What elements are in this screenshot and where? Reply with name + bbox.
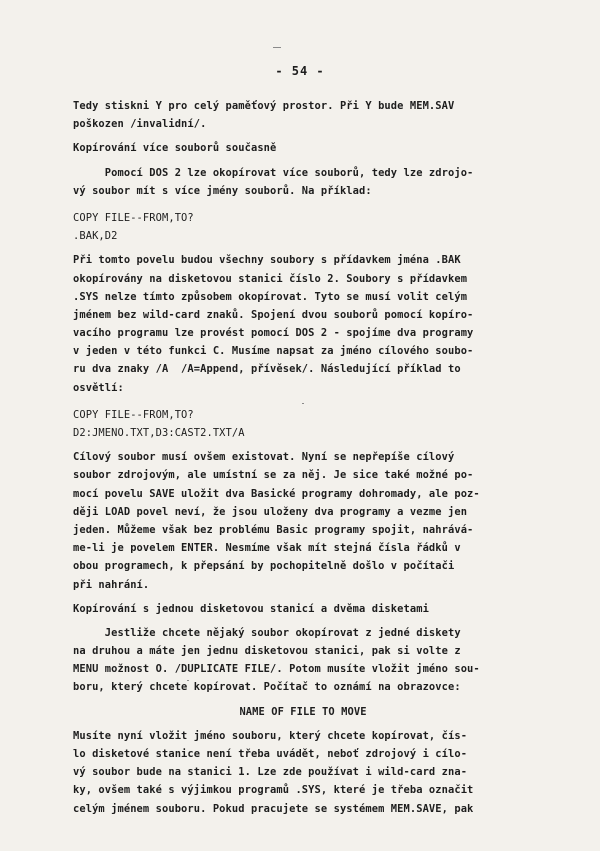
text-line: celým jménem souboru. Pokud pracujete se systémem MEM.SAVE, pak (73, 802, 474, 815)
page-body (73, 97, 533, 818)
code-line: .BAK,D2 (73, 230, 118, 243)
paragraph (73, 624, 533, 697)
scan-speck (273, 47, 281, 48)
text-line: Jestliže chcete nějaký soubor okopírovat z jedné diskety (73, 626, 461, 639)
text-line: Cílový soubor musí ovšem existovat. Nyní se nepřepíše cílový (73, 451, 455, 464)
text-line: na druhou a máte jen jednu disketovou stanici, pak si volte z (73, 645, 461, 658)
section-heading (73, 600, 533, 618)
text-line: mocí povelu SAVE uložit dva Basické programy dohromady, ale poz- (73, 487, 480, 500)
text-line: Musíte nyní vložit jméno souboru, který chcete kopírovat, čís- (73, 729, 468, 742)
text-line: Tedy stiskni Y pro celý paměťový prostor. Při Y bude MEM.SAV (73, 100, 455, 112)
text-line: okopírovány na disketovou stanici číslo 2. Soubory s přídavkem (73, 272, 468, 285)
text-line: vý soubor mít s více jmény souborů. Na příklad: (73, 184, 372, 197)
heading-text: Kopírování více souborů současně (73, 142, 277, 155)
code-line: D2:JMENO.TXT,D3:CAST2.TXT/A (73, 427, 245, 439)
text-line: poškozen /invalidní/. (73, 118, 207, 131)
code-line: COPY FILE--FROM,TO? (73, 211, 194, 224)
text-line: obou programech, k přepsání by pochopitelně došlo v počítači (73, 560, 455, 573)
text-line: Při tomto povelu budou všechny soubory s přídavkem jména .BAK (73, 254, 461, 267)
paragraph (73, 251, 533, 397)
paragraph (73, 164, 533, 200)
text-line: me-li je povelem ENTER. Nesmíme však mít stejná čísla řádků v (73, 542, 461, 555)
paragraph (73, 727, 533, 818)
paragraph (73, 97, 533, 133)
page-number: - 54 - (275, 64, 325, 78)
section-heading (73, 139, 533, 157)
text-line: ději LOAD povel neví, že jsou uloženy dva programy a vezme jen (73, 505, 468, 518)
text-line: v jeden v této funkci C. Musíme napsat za jméno cílového soubo- (73, 345, 474, 358)
code-block (73, 209, 533, 245)
text-line: Pomocí DOS 2 lze okopírovat více souborů, tedy lze zdrojo- (73, 166, 474, 179)
screen-message-text: NAME OF FILE TO MOVE (239, 705, 367, 718)
code-block (73, 406, 533, 442)
screen-message (73, 703, 533, 721)
text-line: jeden. Můžeme však bez problému Basic programy spojit, nahrává- (73, 523, 474, 536)
code-line: COPY FILE--FROM,TO? (73, 408, 194, 421)
heading-text: Kopírování s jednou disketovou stanicí a dvěma disketami (73, 602, 429, 615)
text-line: ky, ovšem také s výjimkou programů .SYS, které je třeba označit (73, 784, 474, 797)
text-line: ru dva znaky /A /A=Append, přívěsek/. Následující příklad to (73, 363, 461, 376)
text-line: při nahrání. (73, 578, 150, 591)
text-line: lo disketové stanice není třeba uvádět, neboť zdrojový i cílo- (73, 748, 468, 760)
text-line: jménem bez wild-card znaků. Spojení dvou souborů pomocí kopíro- (73, 308, 474, 321)
paragraph (73, 448, 533, 594)
text-line: MENU možnost O. /DUPLICATE FILE/. Potom musíte vložit jméno sou- (73, 663, 480, 676)
text-line: boru, který chcete kopírovat. Počítač to oznámí na obrazovce: (73, 681, 461, 694)
text-line: vacího programu lze provést pomocí DOS 2 - spojíme dva programy (73, 327, 474, 340)
text-line: osvětlí: (73, 381, 124, 394)
text-line: vý soubor bude na stanici 1. Lze zde používat i wild-card zna- (73, 766, 468, 779)
text-line: soubor zdrojovým, ale umístní se za něj. Je sice také možné po- (73, 469, 474, 482)
text-line: .SYS nelze tímto způsobem okopírovat. Tyto se musí volit celým (73, 290, 468, 303)
